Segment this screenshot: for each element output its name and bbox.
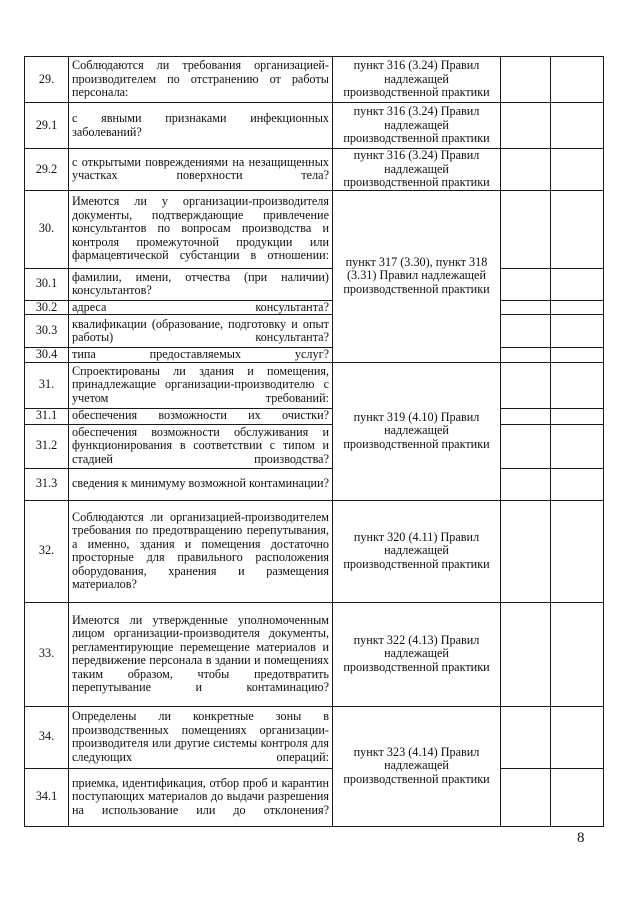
answer-cell[interactable] xyxy=(501,300,551,315)
row-number: 30. xyxy=(25,190,69,268)
regulation-reference: пункт 319 (4.10) Правил надлежащей производственной практики xyxy=(333,362,501,500)
requirement-text: адреса консультанта? xyxy=(69,300,333,315)
row-number: 32. xyxy=(25,500,69,602)
note-cell[interactable] xyxy=(551,408,604,424)
table-row xyxy=(25,424,604,468)
row-number: 33. xyxy=(25,602,69,706)
note-cell[interactable] xyxy=(551,768,604,826)
row-number: 34.1 xyxy=(25,768,69,826)
answer-cell[interactable] xyxy=(501,348,551,363)
note-cell[interactable] xyxy=(551,57,604,103)
table-row xyxy=(25,268,604,300)
checklist-body xyxy=(25,57,604,827)
answer-cell[interactable] xyxy=(501,706,551,768)
row-number: 30.3 xyxy=(25,315,69,348)
regulation-reference: пункт 323 (4.14) Правил надлежащей производственной практики xyxy=(333,706,501,826)
row-number: 30.2 xyxy=(25,300,69,315)
answer-cell[interactable] xyxy=(501,362,551,408)
requirement-text: Соблюдаются ли требования организацией-производителем по отстранению от работы персонала: xyxy=(69,57,333,103)
regulation-reference: пункт 317 (3.30), пункт 318 (3.31) Правил надлежащей производственной практики xyxy=(333,190,501,362)
note-cell[interactable] xyxy=(551,362,604,408)
table-row xyxy=(25,408,604,424)
requirement-text: Соблюдаются ли организацией-производителем требования по предотвращению перепутывания, а именно, здания и помещения достаточно просторные для правильного расположения оборудования, хранения и размещения материалов? xyxy=(69,500,333,602)
note-cell[interactable] xyxy=(551,602,604,706)
row-number: 31.2 xyxy=(25,424,69,468)
requirement-text: Имеются ли утвержденные уполномоченным лицом организации-производителя документы, регламентирующие перемещение материалов и передвижение персонала в здании и помещениях таким образом, чтобы предотвратить перепутывание и контаминацию? xyxy=(69,602,333,706)
answer-cell[interactable] xyxy=(501,103,551,149)
requirement-text: Имеются ли у организации-производителя документы, подтверждающие привлечение консультантов по вопросам производства и контроля промежуточной продукции или фармацевтической субстанции в отношении: xyxy=(69,190,333,268)
note-cell[interactable] xyxy=(551,103,604,149)
table-row xyxy=(25,468,604,500)
row-number: 31.3 xyxy=(25,468,69,500)
table-row xyxy=(25,300,604,315)
row-number: 34. xyxy=(25,706,69,768)
note-cell[interactable] xyxy=(551,424,604,468)
answer-cell[interactable] xyxy=(501,268,551,300)
requirement-text: приемка, идентификация, отбор проб и карантин поступающих материалов до выдачи разрешения на использование или до отклонения? xyxy=(69,768,333,826)
requirement-text: с открытыми повреждениями на незащищенных участках поверхности тела? xyxy=(69,149,333,191)
answer-cell[interactable] xyxy=(501,57,551,103)
note-cell[interactable] xyxy=(551,190,604,268)
note-cell[interactable] xyxy=(551,300,604,315)
answer-cell[interactable] xyxy=(501,408,551,424)
requirement-text: Определены ли конкретные зоны в производственных помещениях организации-производителя или другие системы контроля для следующих операций: xyxy=(69,706,333,768)
answer-cell[interactable] xyxy=(501,768,551,826)
row-number: 29. xyxy=(25,57,69,103)
answer-cell[interactable] xyxy=(501,468,551,500)
requirement-text: обеспечения возможности их очистки? xyxy=(69,408,333,424)
page-number: 8 xyxy=(577,830,585,846)
note-cell[interactable] xyxy=(551,706,604,768)
requirement-text: Спроектированы ли здания и помещения, принадлежащие организации-производителю с учетом требований: xyxy=(69,362,333,408)
note-cell[interactable] xyxy=(551,348,604,363)
row-number: 31.1 xyxy=(25,408,69,424)
table-row xyxy=(25,103,604,149)
answer-cell[interactable] xyxy=(501,315,551,348)
note-cell[interactable] xyxy=(551,468,604,500)
table-row xyxy=(25,768,604,826)
table-row xyxy=(25,348,604,363)
answer-cell[interactable] xyxy=(501,602,551,706)
requirement-text: сведения к минимуму возможной контаминации? xyxy=(69,468,333,500)
requirement-text: с явными признаками инфекционных заболеваний? xyxy=(69,103,333,149)
note-cell[interactable] xyxy=(551,315,604,348)
checklist-table xyxy=(24,56,604,827)
row-number: 29.1 xyxy=(25,103,69,149)
note-cell[interactable] xyxy=(551,149,604,191)
regulation-reference: пункт 316 (3.24) Правил надлежащей производственной практики xyxy=(333,57,501,103)
regulation-reference: пункт 316 (3.24) Правил надлежащей производственной практики xyxy=(333,103,501,149)
note-cell[interactable] xyxy=(551,268,604,300)
regulation-reference: пункт 316 (3.24) Правил надлежащей производственной практики xyxy=(333,149,501,191)
table-row xyxy=(25,315,604,348)
regulation-reference: пункт 320 (4.11) Правил надлежащей производственной практики xyxy=(333,500,501,602)
answer-cell[interactable] xyxy=(501,500,551,602)
note-cell[interactable] xyxy=(551,500,604,602)
regulation-reference: пункт 322 (4.13) Правил надлежащей производственной практики xyxy=(333,602,501,706)
answer-cell[interactable] xyxy=(501,149,551,191)
requirement-text: обеспечения возможности обслуживания и функционирования в соответствии с типом и стадией производства? xyxy=(69,424,333,468)
table-row xyxy=(25,190,604,268)
row-number: 31. xyxy=(25,362,69,408)
requirement-text: типа предоставляемых услуг? xyxy=(69,348,333,363)
row-number: 29.2 xyxy=(25,149,69,191)
row-number: 30.4 xyxy=(25,348,69,363)
row-number: 30.1 xyxy=(25,268,69,300)
table-row xyxy=(25,57,604,103)
table-row xyxy=(25,149,604,191)
requirement-text: фамилии, имени, отчества (при наличии) консультантов? xyxy=(69,268,333,300)
table-row xyxy=(25,500,604,602)
answer-cell[interactable] xyxy=(501,424,551,468)
table-row xyxy=(25,706,604,768)
table-row xyxy=(25,362,604,408)
answer-cell[interactable] xyxy=(501,190,551,268)
table-row xyxy=(25,602,604,706)
requirement-text: квалификации (образование, подготовку и опыт работы) консультанта? xyxy=(69,315,333,348)
